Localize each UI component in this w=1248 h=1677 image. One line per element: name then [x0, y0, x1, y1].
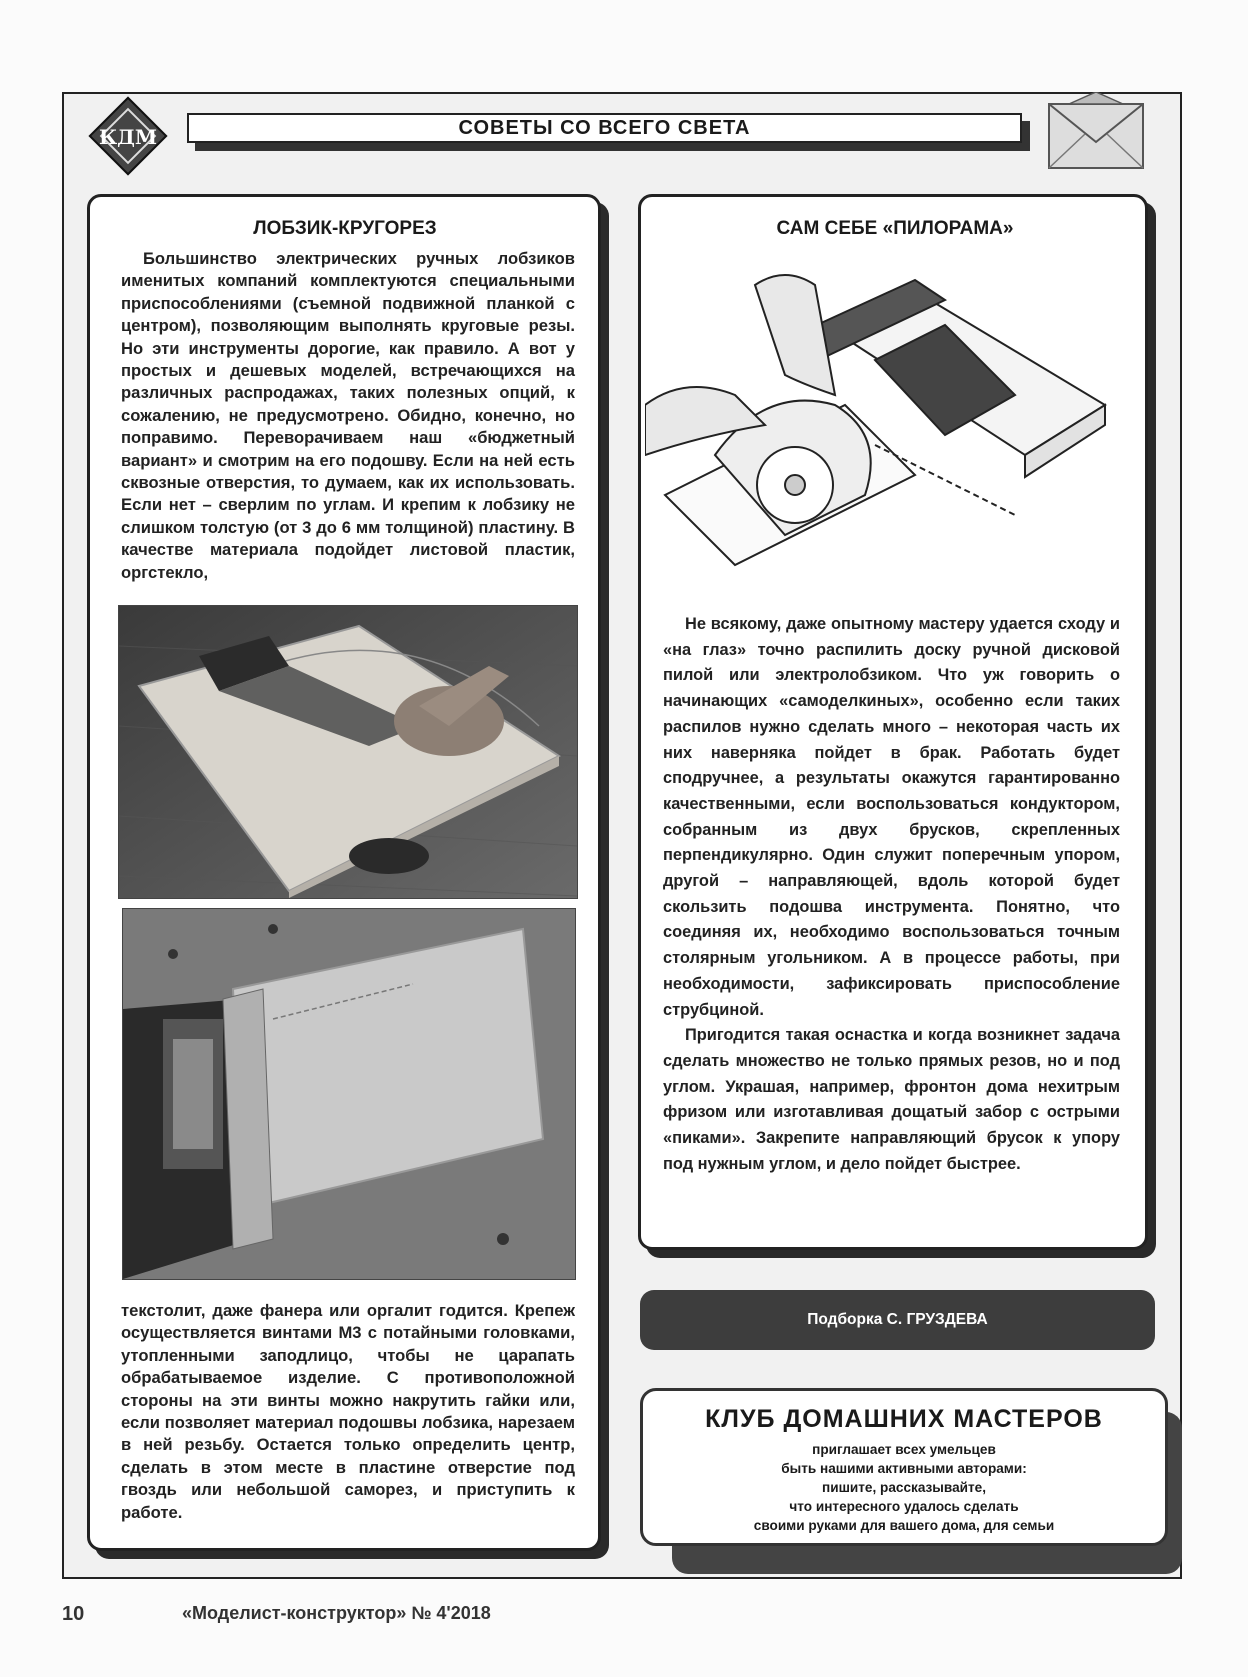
left-article-paragraph: Большинство электрических ручных лобзиков именитых компаний комплектуются специальными приспособлениями (съемной подвижной планкой с центром), позволяющим выполнять круговые резы. Но эти инструменты дорогие, как правило. А вот у простых и дешевых моделей, встречающихся на различных распродажах, таких полезных опций, к сожалению, не предусмотрено. Обидно, конечно, но поправимо. Переворачиваем наш «бюджетный вариант» и смотрим на его подошву. Если на ней есть сквозные отверстия, то думаем, как их использовать. Если нет – сверлим по углам. И крепим к лобзику не слишком толстую (от 3 до 6 мм толщиной) пластину. В качестве материала подойдет листовой пластик, оргстекло, [121, 249, 575, 582]
envelope-icon [1047, 92, 1147, 172]
right-article-text [663, 612, 1120, 1177]
jigsaw-board-photo [118, 605, 578, 899]
club-line: быть нашими активными авторами: [781, 1461, 1027, 1476]
club-title: КЛУБ ДОМАШНИХ МАСТЕРОВ [705, 1405, 1103, 1433]
club-announcement [640, 1388, 1168, 1546]
right-article-paragraph-1: Не всякому, даже опытному мастеру удается сходу и «на глаз» точно распилить доску ручной дисковой пилой или электролобзиком. Что уж говорить о начинающих «самоделкиных», особенно если таких распилов нужно сделать много – некоторая часть их них наверняка пойдет в брак. Работать будет сподручнее, а результаты окажутся гарантированно качественными, если воспользоваться кондуктором, собранным из двух брусков, скрепленных перпендикулярно. Один служит поперечным упором, другой – направляющей, вдоль которой будет скользить подошва инструмента. Понятно, что соединяя их, необходимо воспользоваться точным столярным угольником. А в процессе работы, при необходимости, зафиксировать приспособление струбциной. [663, 615, 1120, 1019]
right-article-paragraph-2: Пригодится такая оснастка и когда возникнет задача сделать множество не только прямых резов, но и под углом. Украшая, например, фронтон дома нехитрым фризом или изготавливая дощатый забор с острыми «пиками». Закрепите направляющий брусок к упору под нужным углом, и дело пойдет быстрее. [663, 1026, 1120, 1173]
magazine-issue: «Моделист-конструктор» № 4'2018 [182, 1603, 491, 1623]
club-line: что интересного удалось сделать [789, 1499, 1019, 1514]
left-article-title: ЛОБЗИК-КРУГОРЕЗ [253, 218, 437, 239]
club-line: пишите, рассказывайте, [822, 1480, 986, 1495]
section-title: СОВЕТЫ СО ВСЕГО СВЕТА [187, 113, 1022, 143]
logo-text: КДМ [98, 125, 158, 149]
kdm-logo-icon [86, 94, 170, 178]
club-line: приглашает всех умельцев [812, 1442, 996, 1457]
left-article-paragraph-continued: текстолит, даже фанера или оргалит годится. Крепеж осуществляется винтами М3 с потайными головками, утопленными заподлицо, чтобы не царапать обрабатываемое изделие. С противоположной стороны на эти винты можно накрутить гайки или, если позволяет материал подошвы лобзика, нарезаем в ней резьбу. Остается только определить центр, сделать в этом месте в пластине отверстие под гвоздь или небольшой саморез, и приступить к работе. [121, 1301, 575, 1522]
left-article-text-part1 [121, 248, 575, 584]
right-article-title: САМ СЕБЕ «ПИЛОРАМА» [776, 218, 1014, 239]
page-number: 10 [62, 1603, 85, 1625]
club-line: своими руками для вашего дома, для семьи [753, 1518, 1055, 1533]
compiled-by-credit: Подборка С. ГРУЗДЕВА [640, 1290, 1155, 1350]
left-article-text-part2 [121, 1300, 575, 1524]
club-text [643, 1440, 1165, 1535]
circular-saw-jig-illustration [645, 265, 1125, 585]
jigsaw-plate-photo [122, 908, 576, 1280]
